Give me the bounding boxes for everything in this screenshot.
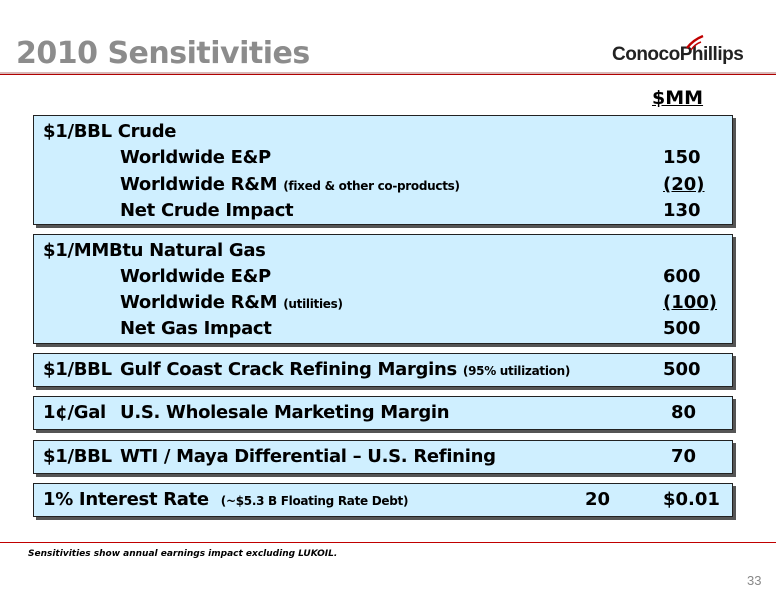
gas-item-label: Worldwide E&P (120, 266, 271, 287)
page-title: 2010 Sensitivities (16, 36, 310, 71)
crude-box (33, 115, 733, 225)
crude-item-label: Net Crude Impact (120, 200, 294, 221)
gas-item-label: Net Gas Impact (120, 318, 272, 339)
crack-label: Gulf Coast Crack Refining Margins (95% utilization) (120, 359, 571, 380)
interest-rate-box (33, 483, 733, 517)
units-header: $MM (652, 87, 704, 109)
interest-note: (~$5.3 B Floating Rate Debt) (220, 494, 409, 508)
wti-unit: $1/BBL (43, 446, 112, 467)
wti-label: WTI / Maya Differential – U.S. Refining (120, 446, 496, 467)
gas-item-label: Worldwide R&M (utilities) (120, 292, 343, 313)
gas-box (33, 234, 733, 344)
gas-item-note: (utilities) (283, 297, 343, 311)
crack-margin-box (33, 353, 733, 387)
interest-eps: $0.01 (663, 489, 720, 510)
crude-item-value: 130 (663, 200, 701, 221)
crude-item-label: Worldwide R&M (fixed & other co-products) (120, 174, 460, 195)
crude-item-label: Worldwide E&P (120, 147, 271, 168)
marketing-margin-box (33, 396, 733, 430)
interest-label: 1% Interest Rate (~$5.3 B Floating Rate Debt) (43, 489, 409, 510)
footer-rule (0, 542, 776, 543)
logo-mark-icon (685, 34, 705, 54)
crack-unit: $1/BBL (43, 359, 112, 380)
gas-item-value: 500 (663, 318, 701, 339)
gas-item-value: 600 (663, 266, 701, 287)
gas-item-value: (100) (663, 292, 718, 313)
logo-text: ConocoPhillips (612, 44, 744, 65)
company-logo (612, 40, 762, 70)
marketing-value: 80 (671, 402, 697, 423)
crack-note: (95% utilization) (462, 364, 571, 378)
crude-item-value: (20) (663, 174, 705, 195)
wti-value: 70 (671, 446, 697, 467)
footnote: Sensitivities show annual earnings impact excluding LUKOIL. (28, 549, 338, 559)
marketing-unit: 1¢/Gal (43, 402, 106, 423)
gas-heading: $1/MMBtu Natural Gas (43, 240, 266, 261)
crude-heading: $1/BBL Crude (43, 121, 177, 142)
crude-item-value: 150 (663, 147, 701, 168)
crack-value: 500 (663, 359, 701, 380)
interest-value: 20 (585, 489, 611, 510)
crude-item-note: (fixed & other co-products) (283, 179, 460, 193)
marketing-label: U.S. Wholesale Marketing Margin (120, 402, 450, 423)
page-number: 33 (747, 573, 762, 588)
wti-maya-box (33, 440, 733, 474)
header-rule-accent (0, 74, 776, 75)
